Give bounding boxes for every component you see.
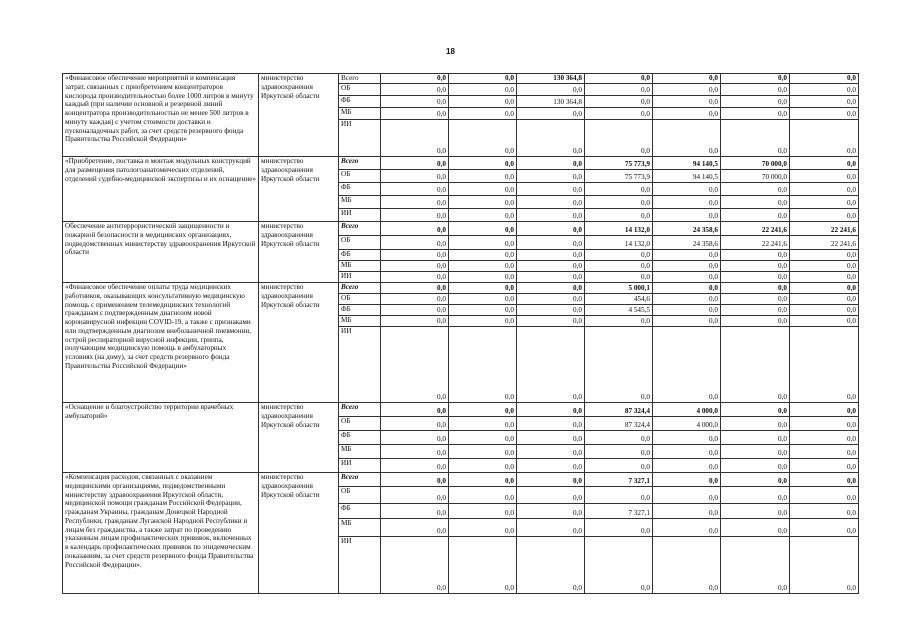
table-row bbox=[63, 403, 859, 417]
amount-cell: 0,0 bbox=[653, 487, 721, 504]
amount-cell: 0,0 bbox=[653, 459, 721, 473]
funding-source: МБ bbox=[339, 196, 381, 209]
responsible-executor: министерство здравоохранения Иркутской области bbox=[259, 222, 339, 283]
amount-cell: 0,0 bbox=[721, 84, 790, 96]
amount-cell: 0,0 bbox=[381, 431, 449, 445]
amount-cell: 0,0 bbox=[517, 170, 585, 183]
amount-cell: 0,0 bbox=[721, 305, 790, 316]
amount-cell: 0,0 bbox=[449, 222, 517, 236]
responsible-executor: министерство здравоохранения Иркутской области bbox=[259, 403, 339, 473]
amount-cell: 0,0 bbox=[381, 84, 449, 96]
amount-cell: 0,0 bbox=[517, 305, 585, 316]
amount-cell: 0,0 bbox=[517, 261, 585, 272]
amount-cell: 4 545,5 bbox=[585, 305, 653, 316]
amount-cell: 87 324,4 bbox=[585, 403, 653, 417]
amount-cell: 0,0 bbox=[585, 209, 653, 222]
measure-description: «Приобретение, поставка и монтаж модульных конструкций для размещения патологоанатомических отделений, отделений судебно-медицинской экспертизы и их оснащение» bbox=[63, 157, 259, 222]
amount-cell: 0,0 bbox=[517, 272, 585, 283]
amount-cell: 22 241,6 bbox=[721, 236, 790, 250]
amount-cell: 0,0 bbox=[790, 504, 859, 519]
funding-source: ИИ bbox=[339, 459, 381, 473]
amount-cell: 0,0 bbox=[721, 537, 790, 594]
funding-source: ИИ bbox=[339, 537, 381, 594]
amount-cell: 0,0 bbox=[449, 316, 517, 327]
amount-cell: 0,0 bbox=[449, 537, 517, 594]
amount-cell: 0,0 bbox=[790, 459, 859, 473]
funding-source: ФБ bbox=[339, 431, 381, 445]
amount-cell: 0,0 bbox=[517, 537, 585, 594]
amount-cell: 87 324,4 bbox=[585, 417, 653, 431]
amount-cell: 0,0 bbox=[653, 261, 721, 272]
amount-cell: 0,0 bbox=[790, 96, 859, 108]
amount-cell: 22 241,6 bbox=[790, 236, 859, 250]
funding-source: МБ bbox=[339, 445, 381, 459]
amount-cell: 75 773,9 bbox=[585, 170, 653, 183]
amount-cell: 0,0 bbox=[790, 261, 859, 272]
responsible-executor: министерство здравоохранения Иркутской области bbox=[259, 157, 339, 222]
funding-source: ФБ bbox=[339, 96, 381, 108]
amount-cell: 0,0 bbox=[517, 283, 585, 294]
funding-source: Всего bbox=[339, 222, 381, 236]
funding-source: ОБ bbox=[339, 236, 381, 250]
amount-cell: 0,0 bbox=[517, 84, 585, 96]
amount-cell: 0,0 bbox=[381, 108, 449, 120]
amount-cell: 0,0 bbox=[517, 519, 585, 537]
amount-cell: 0,0 bbox=[790, 403, 859, 417]
amount-cell: 0,0 bbox=[721, 209, 790, 222]
amount-cell: 0,0 bbox=[653, 183, 721, 196]
amount-cell: 0,0 bbox=[381, 170, 449, 183]
amount-cell: 0,0 bbox=[721, 250, 790, 261]
amount-cell: 0,0 bbox=[449, 196, 517, 209]
amount-cell: 70 000,0 bbox=[721, 157, 790, 170]
amount-cell: 130 364,8 bbox=[517, 96, 585, 108]
amount-cell: 0,0 bbox=[790, 327, 859, 403]
amount-cell: 0,0 bbox=[449, 261, 517, 272]
amount-cell: 0,0 bbox=[790, 294, 859, 305]
amount-cell: 0,0 bbox=[381, 403, 449, 417]
amount-cell: 0,0 bbox=[449, 403, 517, 417]
funding-source: Всего bbox=[339, 403, 381, 417]
amount-cell: 130 364,8 bbox=[517, 74, 585, 84]
amount-cell: 0,0 bbox=[721, 417, 790, 431]
amount-cell: 0,0 bbox=[653, 283, 721, 294]
amount-cell: 0,0 bbox=[381, 327, 449, 403]
amount-cell: 0,0 bbox=[790, 157, 859, 170]
amount-cell: 0,0 bbox=[790, 108, 859, 120]
amount-cell: 0,0 bbox=[721, 459, 790, 473]
amount-cell: 0,0 bbox=[653, 108, 721, 120]
amount-cell: 0,0 bbox=[653, 96, 721, 108]
amount-cell: 0,0 bbox=[653, 250, 721, 261]
amount-cell: 0,0 bbox=[517, 445, 585, 459]
funding-source: ОБ bbox=[339, 294, 381, 305]
measure-description: «Финансовое обеспечение оплаты труда медицинских работников, оказывающих консультативную медицинскую помощь с применением телемедицинских технологий гражданам с подтвержденным диагнозом новой коронавирусной инфекции COVID-19, а также с признаками или подтвержденным диагнозом внебольничной пневмонии, острой респираторной вирусной инфекции, гриппа, получающим медицинскую помощь в амбулаторных условиях (на дому), за счет средств резервного фонда Правительства Российской Федерации» bbox=[63, 283, 259, 403]
amount-cell: 0,0 bbox=[585, 459, 653, 473]
funding-source: ОБ bbox=[339, 84, 381, 96]
amount-cell: 0,0 bbox=[721, 473, 790, 487]
amount-cell: 0,0 bbox=[381, 504, 449, 519]
amount-cell: 0,0 bbox=[721, 327, 790, 403]
amount-cell: 0,0 bbox=[790, 250, 859, 261]
amount-cell: 0,0 bbox=[653, 120, 721, 157]
funding-source: МБ bbox=[339, 261, 381, 272]
amount-cell: 0,0 bbox=[381, 157, 449, 170]
amount-cell: 0,0 bbox=[790, 84, 859, 96]
amount-cell: 0,0 bbox=[653, 445, 721, 459]
amount-cell: 0,0 bbox=[585, 84, 653, 96]
amount-cell: 0,0 bbox=[449, 96, 517, 108]
funding-source: МБ bbox=[339, 519, 381, 537]
amount-cell: 0,0 bbox=[653, 209, 721, 222]
amount-cell: 0,0 bbox=[790, 537, 859, 594]
funding-source: ОБ bbox=[339, 487, 381, 504]
amount-cell: 0,0 bbox=[449, 108, 517, 120]
amount-cell: 0,0 bbox=[517, 196, 585, 209]
amount-cell: 0,0 bbox=[653, 196, 721, 209]
amount-cell: 0,0 bbox=[517, 250, 585, 261]
responsible-executor: министерство здравоохранения Иркутской области bbox=[259, 74, 339, 157]
amount-cell: 0,0 bbox=[449, 431, 517, 445]
amount-cell: 0,0 bbox=[517, 120, 585, 157]
amount-cell: 0,0 bbox=[721, 272, 790, 283]
amount-cell: 0,0 bbox=[585, 120, 653, 157]
amount-cell: 454,6 bbox=[585, 294, 653, 305]
amount-cell: 0,0 bbox=[653, 84, 721, 96]
amount-cell: 0,0 bbox=[585, 74, 653, 84]
amount-cell: 7 327,1 bbox=[585, 473, 653, 487]
budget-table bbox=[62, 73, 859, 594]
amount-cell: 14 132,0 bbox=[585, 236, 653, 250]
amount-cell: 0,0 bbox=[517, 431, 585, 445]
amount-cell: 0,0 bbox=[381, 537, 449, 594]
amount-cell: 0,0 bbox=[790, 170, 859, 183]
funding-source: ИИ bbox=[339, 209, 381, 222]
amount-cell: 0,0 bbox=[381, 120, 449, 157]
amount-cell: 0,0 bbox=[449, 283, 517, 294]
amount-cell: 0,0 bbox=[381, 459, 449, 473]
amount-cell: 4 000,0 bbox=[653, 403, 721, 417]
amount-cell: 0,0 bbox=[517, 316, 585, 327]
amount-cell: 14 132,0 bbox=[585, 222, 653, 236]
amount-cell: 0,0 bbox=[381, 96, 449, 108]
table-row bbox=[63, 74, 859, 84]
measure-description: Обеспечение антитеррористической защищенности и пожарной безопасности в медицинских организациях, подведомственных министерству здравоохранения Иркутской области bbox=[63, 222, 259, 283]
amount-cell: 75 773,9 bbox=[585, 157, 653, 170]
amount-cell: 94 140,5 bbox=[653, 157, 721, 170]
funding-source: МБ bbox=[339, 108, 381, 120]
amount-cell: 0,0 bbox=[517, 294, 585, 305]
amount-cell: 0,0 bbox=[517, 108, 585, 120]
amount-cell: 0,0 bbox=[653, 473, 721, 487]
amount-cell: 0,0 bbox=[585, 316, 653, 327]
amount-cell: 0,0 bbox=[721, 487, 790, 504]
amount-cell: 0,0 bbox=[721, 96, 790, 108]
table-row bbox=[63, 222, 859, 236]
amount-cell: 0,0 bbox=[585, 537, 653, 594]
amount-cell: 0,0 bbox=[721, 183, 790, 196]
amount-cell: 22 241,6 bbox=[790, 222, 859, 236]
table-row bbox=[63, 473, 859, 487]
amount-cell: 0,0 bbox=[653, 272, 721, 283]
amount-cell: 0,0 bbox=[517, 417, 585, 431]
amount-cell: 0,0 bbox=[585, 261, 653, 272]
amount-cell: 0,0 bbox=[721, 283, 790, 294]
funding-source: ФБ bbox=[339, 305, 381, 316]
amount-cell: 0,0 bbox=[449, 236, 517, 250]
amount-cell: 0,0 bbox=[381, 445, 449, 459]
table-row bbox=[63, 283, 859, 294]
amount-cell: 0,0 bbox=[790, 519, 859, 537]
funding-source: МБ bbox=[339, 316, 381, 327]
amount-cell: 5 000,1 bbox=[585, 283, 653, 294]
amount-cell: 0,0 bbox=[653, 519, 721, 537]
amount-cell: 0,0 bbox=[585, 196, 653, 209]
amount-cell: 0,0 bbox=[449, 294, 517, 305]
responsible-executor: министерство здравоохранения Иркутской области bbox=[259, 283, 339, 403]
amount-cell: 0,0 bbox=[449, 417, 517, 431]
amount-cell: 0,0 bbox=[653, 327, 721, 403]
amount-cell: 0,0 bbox=[517, 504, 585, 519]
amount-cell: 0,0 bbox=[449, 305, 517, 316]
amount-cell: 0,0 bbox=[449, 504, 517, 519]
budget-table-body bbox=[63, 74, 859, 594]
amount-cell: 0,0 bbox=[449, 250, 517, 261]
responsible-executor: министерство здравоохранения Иркутской области bbox=[259, 473, 339, 594]
table-row bbox=[63, 157, 859, 170]
amount-cell: 0,0 bbox=[653, 431, 721, 445]
funding-source: ФБ bbox=[339, 504, 381, 519]
amount-cell: 0,0 bbox=[449, 183, 517, 196]
funding-source: ИИ bbox=[339, 272, 381, 283]
amount-cell: 0,0 bbox=[517, 183, 585, 196]
amount-cell: 0,0 bbox=[381, 183, 449, 196]
funding-source: Всего bbox=[339, 74, 381, 84]
amount-cell: 0,0 bbox=[585, 487, 653, 504]
amount-cell: 0,0 bbox=[381, 283, 449, 294]
funding-source: ИИ bbox=[339, 327, 381, 403]
measure-description: «Финансовое обеспечение мероприятий и компенсация затрат, связанных с приобретением концентраторов кислорода производительностью более 1000 литров в минуту каждый (при наличии основной и резервной линий концентратора производительностью не менее 500 литров в минуту каждая) с учетом стоимости доставки и пусконаладочных работ, за счет средств резервного фонда Правительства Российской Федерации» bbox=[63, 74, 259, 157]
amount-cell: 0,0 bbox=[721, 108, 790, 120]
amount-cell: 0,0 bbox=[381, 519, 449, 537]
funding-source: ФБ bbox=[339, 183, 381, 196]
amount-cell: 0,0 bbox=[381, 261, 449, 272]
amount-cell: 0,0 bbox=[721, 316, 790, 327]
amount-cell: 0,0 bbox=[790, 487, 859, 504]
amount-cell: 0,0 bbox=[381, 236, 449, 250]
page-number: 18 bbox=[446, 47, 455, 56]
amount-cell: 0,0 bbox=[721, 196, 790, 209]
funding-source: ФБ bbox=[339, 250, 381, 261]
funding-source: Всего bbox=[339, 157, 381, 170]
amount-cell: 4 000,0 bbox=[653, 417, 721, 431]
amount-cell: 70 000,0 bbox=[721, 170, 790, 183]
amount-cell: 0,0 bbox=[585, 250, 653, 261]
amount-cell: 0,0 bbox=[517, 222, 585, 236]
amount-cell: 0,0 bbox=[585, 445, 653, 459]
amount-cell: 0,0 bbox=[449, 519, 517, 537]
amount-cell: 0,0 bbox=[449, 120, 517, 157]
amount-cell: 0,0 bbox=[517, 459, 585, 473]
amount-cell: 0,0 bbox=[721, 74, 790, 84]
amount-cell: 0,0 bbox=[517, 327, 585, 403]
amount-cell: 0,0 bbox=[449, 157, 517, 170]
amount-cell: 0,0 bbox=[653, 316, 721, 327]
amount-cell: 0,0 bbox=[790, 473, 859, 487]
amount-cell: 0,0 bbox=[585, 183, 653, 196]
amount-cell: 0,0 bbox=[449, 74, 517, 84]
amount-cell: 0,0 bbox=[381, 417, 449, 431]
amount-cell: 24 358,6 bbox=[653, 236, 721, 250]
amount-cell: 0,0 bbox=[790, 209, 859, 222]
amount-cell: 0,0 bbox=[585, 272, 653, 283]
amount-cell: 0,0 bbox=[381, 305, 449, 316]
amount-cell: 0,0 bbox=[721, 120, 790, 157]
amount-cell: 0,0 bbox=[721, 261, 790, 272]
amount-cell: 0,0 bbox=[449, 445, 517, 459]
amount-cell: 94 140,5 bbox=[653, 170, 721, 183]
amount-cell: 0,0 bbox=[517, 487, 585, 504]
amount-cell: 0,0 bbox=[381, 222, 449, 236]
amount-cell: 0,0 bbox=[381, 74, 449, 84]
funding-source: ОБ bbox=[339, 417, 381, 431]
funding-source: Всего bbox=[339, 473, 381, 487]
amount-cell: 0,0 bbox=[653, 504, 721, 519]
amount-cell: 0,0 bbox=[585, 519, 653, 537]
amount-cell: 0,0 bbox=[790, 316, 859, 327]
amount-cell: 0,0 bbox=[790, 417, 859, 431]
amount-cell: 0,0 bbox=[721, 445, 790, 459]
amount-cell: 0,0 bbox=[585, 431, 653, 445]
amount-cell: 0,0 bbox=[381, 250, 449, 261]
amount-cell: 0,0 bbox=[449, 84, 517, 96]
measure-description: «Оснащение и благоустройство территории врачебных амбулаторий» bbox=[63, 403, 259, 473]
amount-cell: 0,0 bbox=[381, 272, 449, 283]
amount-cell: 0,0 bbox=[790, 283, 859, 294]
funding-source: ОБ bbox=[339, 170, 381, 183]
amount-cell: 0,0 bbox=[790, 120, 859, 157]
amount-cell: 0,0 bbox=[449, 459, 517, 473]
amount-cell: 22 241,6 bbox=[721, 222, 790, 236]
amount-cell: 0,0 bbox=[585, 108, 653, 120]
amount-cell: 0,0 bbox=[653, 74, 721, 84]
amount-cell: 0,0 bbox=[381, 209, 449, 222]
amount-cell: 0,0 bbox=[449, 473, 517, 487]
amount-cell: 0,0 bbox=[517, 403, 585, 417]
amount-cell: 0,0 bbox=[721, 504, 790, 519]
amount-cell: 0,0 bbox=[790, 431, 859, 445]
amount-cell: 0,0 bbox=[721, 519, 790, 537]
amount-cell: 0,0 bbox=[449, 209, 517, 222]
amount-cell: 0,0 bbox=[449, 327, 517, 403]
amount-cell: 0,0 bbox=[653, 294, 721, 305]
amount-cell: 0,0 bbox=[449, 487, 517, 504]
amount-cell: 0,0 bbox=[721, 403, 790, 417]
amount-cell: 0,0 bbox=[381, 473, 449, 487]
amount-cell: 0,0 bbox=[790, 183, 859, 196]
amount-cell: 0,0 bbox=[381, 294, 449, 305]
funding-source: ИИ bbox=[339, 120, 381, 157]
measure-description: «Компенсация расходов, связанных с оказанием медицинскими организациями, подведомственными министерству здравоохранения Иркутской области, медицинской помощи гражданам Российской Федерации, гражданам Украины, гражданам Донецкой Народной Республики, гражданам Луганской Народной Республики и лицам без гражданства, а также затрат по проведению указанным лицам профилактических прививок, включенных в календарь профилактических прививок по эпидемическим показаниям, за счет средств резервного фонда Правительства Российской Федерации». bbox=[63, 473, 259, 594]
amount-cell: 0,0 bbox=[449, 170, 517, 183]
amount-cell: 0,0 bbox=[517, 209, 585, 222]
amount-cell: 0,0 bbox=[585, 327, 653, 403]
amount-cell: 0,0 bbox=[517, 473, 585, 487]
amount-cell: 0,0 bbox=[790, 445, 859, 459]
amount-cell: 0,0 bbox=[790, 305, 859, 316]
amount-cell: 0,0 bbox=[517, 157, 585, 170]
amount-cell: 0,0 bbox=[381, 196, 449, 209]
amount-cell: 0,0 bbox=[517, 236, 585, 250]
amount-cell: 7 327,1 bbox=[585, 504, 653, 519]
amount-cell: 0,0 bbox=[381, 487, 449, 504]
funding-source: Всего bbox=[339, 283, 381, 294]
amount-cell: 0,0 bbox=[449, 272, 517, 283]
amount-cell: 0,0 bbox=[790, 272, 859, 283]
amount-cell: 0,0 bbox=[721, 294, 790, 305]
amount-cell: 0,0 bbox=[790, 196, 859, 209]
amount-cell: 0,0 bbox=[585, 96, 653, 108]
amount-cell: 0,0 bbox=[721, 431, 790, 445]
amount-cell: 0,0 bbox=[790, 74, 859, 84]
amount-cell: 0,0 bbox=[381, 316, 449, 327]
amount-cell: 24 358,6 bbox=[653, 222, 721, 236]
amount-cell: 0,0 bbox=[653, 305, 721, 316]
amount-cell: 0,0 bbox=[653, 537, 721, 594]
